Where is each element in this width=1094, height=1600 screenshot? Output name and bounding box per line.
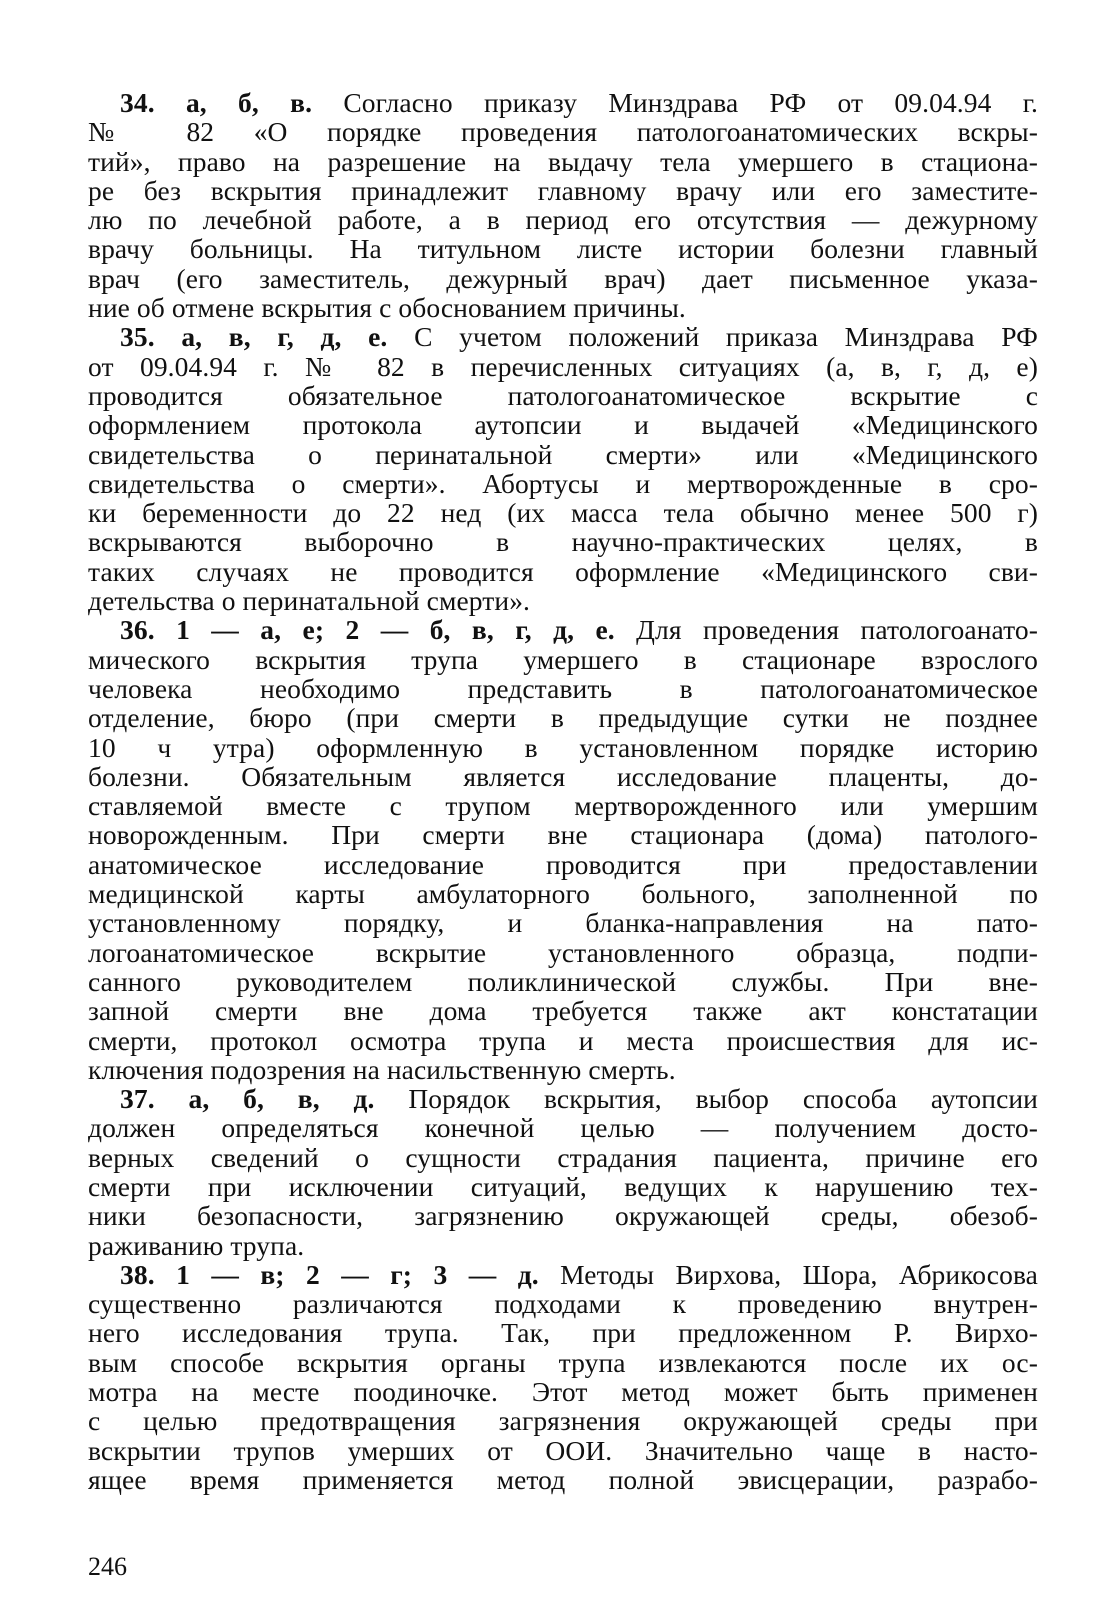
line-text: Порядок вскрытия, выбор способа аутопсии xyxy=(374,1083,1039,1115)
text-line: санного руководителем поликлинической службы. При вне- xyxy=(88,965,1038,997)
text-line xyxy=(88,88,1038,117)
paragraph-34 xyxy=(88,88,1038,322)
line-text: С учетом положений приказа Минздрава РФ xyxy=(387,321,1039,353)
text-line: мотра на месте поодиночке. Этот метод может быть применен xyxy=(88,1376,1038,1408)
text-line: должен определяться конечной целью — получением досто- xyxy=(88,1112,1038,1144)
text-line: детельства о перинатальной смерти». xyxy=(88,585,531,617)
paragraph-lead: 37. а, б, в, д. xyxy=(120,1083,375,1115)
paragraph-lead: 35. а, в, г, д, е. xyxy=(120,321,388,353)
paragraph-38 xyxy=(88,1260,1038,1494)
text-line: ящее время применяется метод полной эвисцерации, разрабо- xyxy=(88,1463,1038,1495)
text-line: вым способе вскрытия органы трупа извлекаются после их ос- xyxy=(88,1346,1038,1378)
document-page xyxy=(88,88,1038,1494)
text-line: ние об отмене вскрытия с обоснованием причины. xyxy=(88,292,686,324)
text-line: вскрытии трупов умерших от ООИ. Значительно чаще в насто- xyxy=(88,1434,1038,1466)
text-line: № 82 «О порядке проведения патологоанатомических вскры- xyxy=(88,116,1038,148)
text-line: свидетельства о смерти». Абортусы и мертворожденные в сро- xyxy=(88,467,1038,499)
text-line xyxy=(88,615,1038,644)
paragraph-36 xyxy=(88,615,1038,1084)
paragraph-37 xyxy=(88,1084,1038,1260)
text-line: ре без вскрытия принадлежит главному врачу или его заместите- xyxy=(88,174,1038,206)
line-text: Для проведения патологоанато- xyxy=(614,614,1038,646)
text-line: врачу больницы. На титульном листе истории болезни главный xyxy=(88,233,1038,265)
text-line: проводится обязательное патологоанатомическое вскрытие с xyxy=(88,379,1038,411)
text-line: с целью предотвращения загрязнения окружающей среды при xyxy=(88,1405,1038,1437)
text-line: смерти при исключении ситуаций, ведущих к нарушению тех- xyxy=(88,1170,1038,1202)
text-line: смерти, протокол осмотра трупа и места происшествия для ис- xyxy=(88,1024,1038,1056)
text-line: тий», право на разрешение на выдачу тела умершего в стациона- xyxy=(88,145,1038,177)
text-line: него исследования трупа. Так, при предложенном Р. Вирхо- xyxy=(88,1317,1038,1349)
text-line: вскрываются выборочно в научно-практических целях, в xyxy=(88,526,1038,558)
text-line: логоанатомическое вскрытие установленного образца, подпи- xyxy=(88,936,1038,968)
text-line: медицинской карты амбулаторного больного, заполненной по xyxy=(88,878,1038,910)
text-line: ставляемой вместе с трупом мертворожденного или умершим xyxy=(88,790,1038,822)
text-line: ники безопасности, загрязнению окружающей среды, обезоб- xyxy=(88,1200,1038,1232)
text-line: верных сведений о сущности страдания пациента, причине его xyxy=(88,1141,1038,1173)
text-line: существенно различаются подходами к проведению внутрен- xyxy=(88,1288,1038,1320)
text-line xyxy=(88,1084,1038,1113)
page-number: 246 xyxy=(88,1552,127,1581)
text-line: отделение, бюро (при смерти в предыдущие сутки не позднее xyxy=(88,702,1038,734)
text-line: человека необходимо представить в патологоанатомическое xyxy=(88,672,1038,704)
text-line: от 09.04.94 г. № 82 в перечисленных ситуациях (а, в, г, д, е) xyxy=(88,350,1038,382)
text-line: установленному порядку, и бланка-направления на пато- xyxy=(88,907,1038,939)
text-line: запной смерти вне дома требуется также акт констатации xyxy=(88,995,1038,1027)
text-line: ключения подозрения на насильственную смерть. xyxy=(88,1053,676,1085)
text-line: лю по лечебной работе, а в период его отсутствия — дежурному xyxy=(88,204,1038,236)
line-text: Методы Вирхова, Шора, Абрикосова xyxy=(538,1258,1038,1290)
paragraph-35 xyxy=(88,322,1038,615)
paragraph-lead: 36. 1 — а, е; 2 — б, в, г, д, е. xyxy=(120,614,615,646)
text-line: болезни. Обязательным является исследование плаценты, до- xyxy=(88,760,1038,792)
text-line: таких случаях не проводится оформление «Медицинского сви- xyxy=(88,555,1038,587)
text-line: мического вскрытия трупа умершего в стационаре взрослого xyxy=(88,643,1038,675)
text-line: анатомическое исследование проводится при предоставлении xyxy=(88,848,1038,880)
text-line: оформлением протокола аутопсии и выдачей «Медицинского xyxy=(88,409,1038,441)
text-line: ки беременности до 22 нед (их масса тела обычно менее 500 г) xyxy=(88,497,1038,529)
text-line: врач (его заместитель, дежурный врач) дает письменное указа- xyxy=(88,262,1038,294)
paragraph-lead: 38. 1 — в; 2 — г; 3 — д. xyxy=(120,1258,539,1290)
text-line xyxy=(88,1260,1038,1289)
text-line: раживанию трупа. xyxy=(88,1229,305,1261)
text-line xyxy=(88,322,1038,351)
line-text: Согласно приказу Минздрава РФ от 09.04.94 г. xyxy=(312,87,1038,118)
text-line: 10 ч утра) оформленную в установленном порядке историю xyxy=(88,731,1038,763)
text-line: новорожденным. При смерти вне стационара (дома) патолого- xyxy=(88,819,1038,851)
text-line: свидетельства о перинатальной смерти» или «Медицинского xyxy=(88,438,1038,470)
paragraph-lead: 34. а, б, в. xyxy=(120,87,313,118)
